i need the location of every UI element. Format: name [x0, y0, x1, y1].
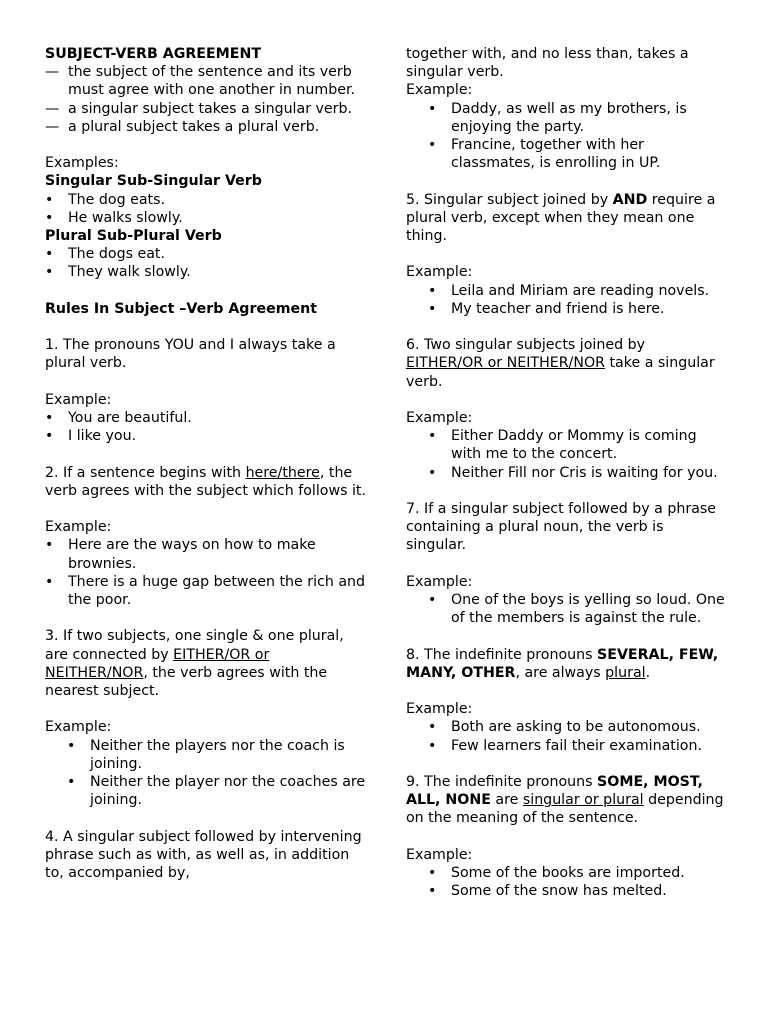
left-column — [45, 45, 367, 882]
list-item: • Neither the players nor the coach is joining. — [67, 737, 345, 772]
list-item: • My teacher and friend is here. — [428, 300, 665, 317]
example-label: Example: — [406, 82, 473, 99]
example-label: Example: — [406, 846, 473, 863]
plural-heading: Plural Sub-Plural Verb — [45, 228, 222, 245]
example-label: Example: — [45, 391, 112, 408]
list-item: • One of the boys is yelling so loud. One of the members is against the rule. — [428, 592, 725, 627]
list-item: • I like you. — [45, 428, 137, 445]
examples-label: Examples: — [45, 155, 119, 172]
rule-4-continued: together with, and no less than, takes a singular verb. — [406, 46, 689, 81]
rule-7: 7. If a singular subject followed by a phrase containing a plural noun, the verb is singular. — [406, 501, 717, 554]
list-item: • Some of the books are imported. — [428, 864, 685, 881]
example-label: Example: — [406, 410, 473, 426]
right-column — [406, 45, 726, 900]
example-label: Example: — [406, 573, 473, 590]
example-label: Example: — [45, 719, 112, 736]
list-item: • Daddy, as well as my brothers, is enjoying the party. — [428, 100, 687, 135]
example-label: Example: — [406, 701, 473, 718]
list-item: • Few learners fail their examination. — [428, 737, 702, 754]
rule-1: 1. The pronouns YOU and I always take a plural verb. — [45, 337, 336, 372]
rule-2: 2. If a sentence begins with here/there, the verb agrees with the subject which follows it. — [45, 464, 366, 499]
list-item: • They walk slowly. — [45, 264, 191, 281]
document-title: SUBJECT-VERB AGREEMENT — [45, 46, 262, 62]
rule-8: 8. The indefinite pronouns SEVERAL, FEW, MANY, OTHER, are always plural. — [406, 646, 719, 681]
list-item: • Francine, together with her classmates, is enrolling in UP. — [428, 137, 661, 172]
list-item: • He walks slowly. — [45, 209, 183, 226]
intro-rule: — a singular subject takes a singular verb. — [45, 100, 353, 117]
list-item: • Neither the player nor the coaches are joining. — [67, 774, 366, 809]
list-item: • There is a huge gap between the rich and the poor. — [45, 573, 366, 608]
example-label: Example: — [45, 519, 112, 536]
list-item: • You are beautiful. — [45, 410, 192, 426]
list-item: • Neither Fill nor Cris is waiting for you. — [428, 464, 718, 481]
rule-4: 4. A singular subject followed by intervening phrase such as with, as well as, in addition to, accompanied by, — [45, 828, 362, 881]
list-item: • Here are the ways on how to make brownies. — [45, 537, 316, 572]
singular-heading: Singular Sub-Singular Verb — [45, 173, 262, 190]
intro-rule: — a plural subject takes a plural verb. — [45, 118, 320, 135]
list-item: • Some of the snow has melted. — [428, 883, 667, 900]
rule-6: 6. Two singular subjects joined by EITHER/OR or NEITHER/NOR take a singular verb. — [406, 337, 715, 390]
intro-rule: — the subject of the sentence and its verb must agree with one another in number. — [45, 64, 355, 99]
rule-9: 9. The indefinite pronouns SOME, MOST, ALL, NONE are singular or plural depending on the meaning of the sentence. — [406, 773, 724, 827]
rules-heading: Rules In Subject –Verb Agreement — [45, 300, 317, 317]
list-item: • Both are asking to be autonomous. — [428, 719, 701, 736]
list-item: • Either Daddy or Mommy is coming with me to the concert. — [428, 428, 697, 463]
list-item: • The dog eats. — [45, 191, 165, 208]
rule-5: 5. Singular subject joined by AND require a plural verb, except when they mean one thing. — [406, 191, 716, 245]
list-item: • The dogs eat. — [45, 246, 165, 263]
list-item: • Leila and Miriam are reading novels. — [428, 282, 710, 299]
example-label: Example: — [406, 264, 473, 281]
rule-3: 3. If two subjects, one single & one plural, are connected by EITHER/OR or NEITHER/NOR, the verb agrees with the nearest subject. — [45, 628, 344, 699]
